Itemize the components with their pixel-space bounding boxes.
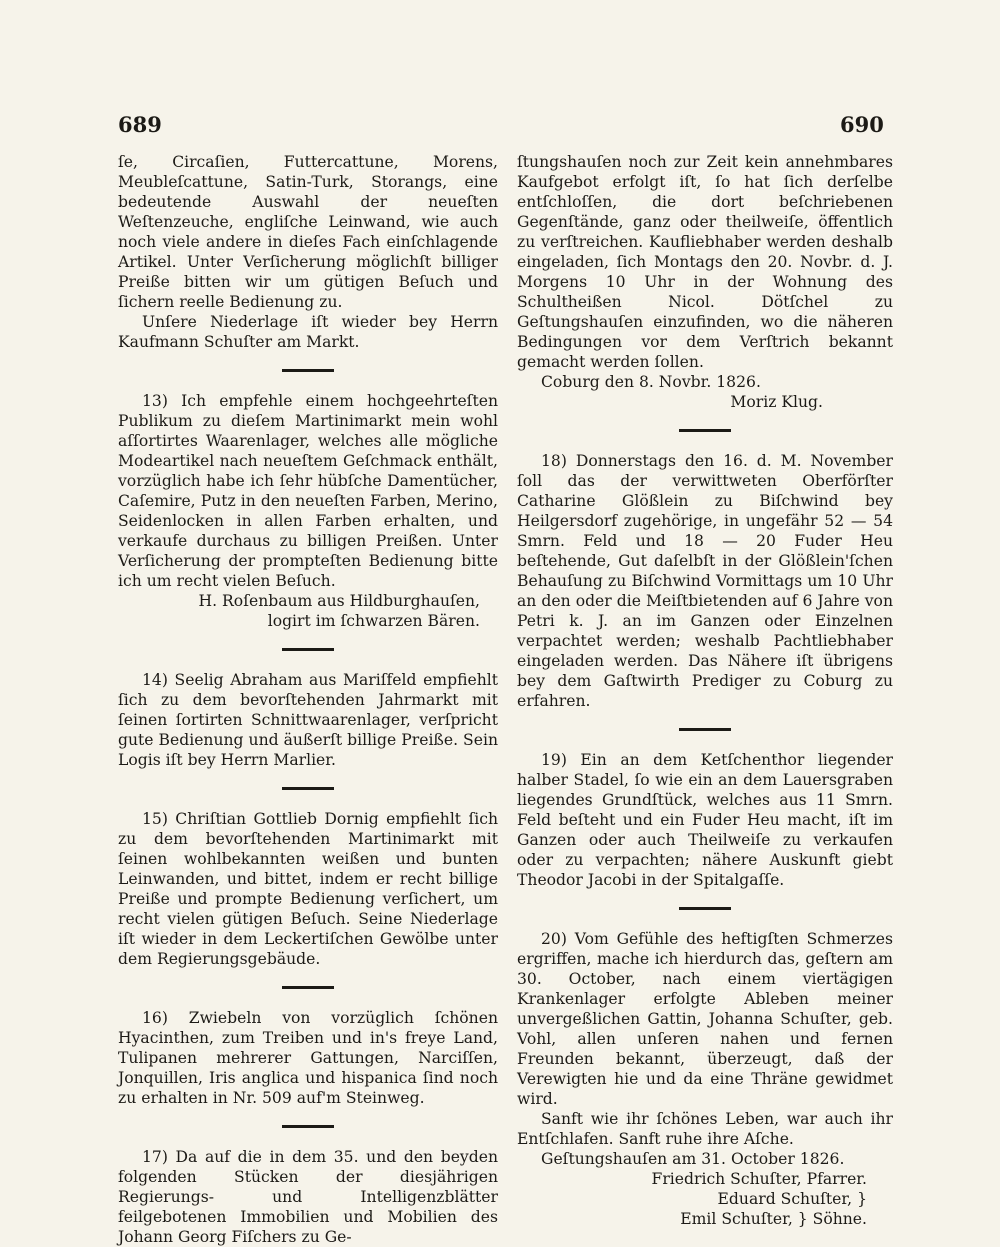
separator-rule <box>282 648 334 651</box>
separator-rule <box>282 369 334 372</box>
separator-rule <box>282 1125 334 1128</box>
continued-notice-date: Coburg den 8. Novbr. 1826. <box>541 373 761 391</box>
notice-19-text: 19) Ein an dem Ketſchenthor liegender halber Stadel, ſo wie ein an dem Lauersgraben liegendes Grundſtück, welches aus 11 Smrn. Feld beſteht und ein Fuder Heu macht, iſt im Ganzen oder auch Theilweiſe zu verkaufen oder zu verpachten; nähere Auskunft giebt Theodor Jacobi in der Spitalgaſſe. <box>517 751 893 889</box>
notice-20-signature-father: Friedrich Schuſter, Pfarrer. <box>651 1170 867 1188</box>
notice-20-closing: Sanft wie ihr ſchönes Leben, war auch ihr Entſchlafen. Sanft ruhe ihre Aſche. <box>517 1110 893 1148</box>
separator-rule <box>679 728 731 731</box>
notice-20-signature-son-2: Emil Schuſter, } Söhne. <box>680 1210 867 1228</box>
notice-15-text: 15) Chriſtian Gottlieb Dornig empfiehlt ſich zu dem bevorſtehenden Martinimarkt mit ſeinen wohlbekannten weißen und bunten Leinwanden, und bittet, indem er recht billige Preiße und prompte Bedienung verſichert, um recht vielen gütigen Beſuch. Seine Niederlage iſt wieder in dem Leckertiſchen Gewölbe unter dem Regierungsgebäude. <box>118 810 498 968</box>
notice-13-text: 13) Ich empfehle einem hochgeehrteſten Publikum zu dieſem Martinimarkt mein wohl aſſortirtes Waarenlager, welches alle mögliche Modeartikel nach neueſtem Geſchmack enthält, vorzüglich habe ich ſehr hübſche Damentücher, Caſemire, Putz in den neueſten Farben, Merino, Seidenlocken in allen Farben erhalten, und verkaufe durchaus zu billigen Preißen. Unter Verſicherung der prompteſten Bedienung bitte ich um recht vielen Beſuch. <box>118 392 498 590</box>
separator-rule <box>679 907 731 910</box>
continued-text: ſe, Circaſien, Futtercattune, Morens, Meubleſcattune, Satin-Turk, Storangs, eine bedeutende Auswahl der neueſten Weſtenzeuche, engliſche Leinwand, wie auch noch viele andere in dieſes Fach einſchlagende Artikel. Unter Verſicherung möglichſt billiger Preiße bitten wir um gütigen Beſuch und ſichern reelle Bedienung zu. <box>118 153 498 311</box>
notice-17-text: 17) Da auf die in dem 35. und den beyden folgenden Stücken der diesjährigen Regierungs- und Intelligenzblätter feilgebotenen Immobilien und Mobilien des Johann Georg Fiſchers zu Ge- <box>118 1148 498 1246</box>
notice-14-text: 14) Seelig Abraham aus Mariſfeld empfiehlt ſich zu dem bevorſtehenden Jahrmarkt mit ſeinen ſortirten Schnittwaarenlager, verſpricht gute Bedienung und äußerſt billige Preiße. Sein Logis iſt bey Herrn Marlier. <box>118 671 498 769</box>
notice-20-signature-son-1: Eduard Schuſter, } <box>717 1190 867 1208</box>
notice-16-text: 16) Zwiebeln von vorzüglich ſchönen Hyacinthen, zum Treiben und in's freye Land, Tulipanen mehrerer Gattungen, Narciſſen, Jonquillen, Iris anglica und hispanica ſind noch zu erhalten in Nr. 509 auf'm Steinweg. <box>118 1009 498 1107</box>
notice-13-signature: H. Roſenbaum aus Hildburghauſen, <box>198 592 480 610</box>
separator-rule <box>679 429 731 432</box>
separator-rule <box>282 787 334 790</box>
page-number-left: 689 <box>118 112 162 137</box>
left-column <box>118 152 498 1247</box>
notice-18-text: 18) Donnerstags den 16. d. M. November ſoll das der verwittweten Oberförſter Catharine Glößlein zu Biſchwind bey Heilgersdorf zugehörige, in ungefähr 52 — 54 Smrn. Feld und 18 — 20 Fuder Heu beſtehende, Gut daſelbſt in der Glößlein'ſchen Behauſung zu Biſchwind Vormittags um 10 Uhr an den oder die Meiſtbietenden auf 6 Jahre von Petri k. J. an im Ganzen oder Einzelnen verpachtet werden; weshalb Pachtliebhaber eingeladen werden. Das Nähere iſt übrigens bey dem Gaſtwirth Prediger zu Coburg zu erfahren. <box>517 452 893 710</box>
continued-notice-signature: Moriz Klug. <box>730 393 823 411</box>
right-column <box>517 152 893 1229</box>
notice-20-date: Geſtungshauſen am 31. October 1826. <box>541 1150 845 1168</box>
continued-notice-text: ſtungshauſen noch zur Zeit kein annehmbares Kaufgebot erfolgt iſt, ſo hat ſich derſelbe entſchloſſen, die dort beſchriebenen Gegenſtände, ganz oder theilweiſe, öffentlich zu verſtreichen. Kaufliebhaber werden deshalb eingeladen, ſich Montags den 20. Novbr. d. J. Morgens 10 Uhr in der Wohnung des Schultheißen Nicol. Dötſchel zu Geſtungshauſen einzufinden, wo die näheren Bedingungen vor dem Verſtrich bekannt gemacht werden ſollen. <box>517 153 893 371</box>
notice-20-text: 20) Vom Gefühle des heftigſten Schmerzes ergriffen, mache ich hierdurch das, geſtern am 30. October, nach einem viertägigen Krankenlager erfolgte Ableben meiner unvergeßlichen Gattin, Johanna Schuſter, geb. Vohl, allen unſeren nahen und fernen Freunden bekannt, überzeugt, daß der Verewigten hie und da eine Thräne gewidmet wird. <box>517 930 893 1108</box>
continued-text-note: Unſere Niederlage iſt wieder bey Herrn Kaufmann Schuſter am Markt. <box>118 313 498 351</box>
separator-rule <box>282 986 334 989</box>
notice-13-signature-location: logirt im ſchwarzen Bären. <box>267 612 480 630</box>
page-number-right: 690 <box>840 112 884 137</box>
